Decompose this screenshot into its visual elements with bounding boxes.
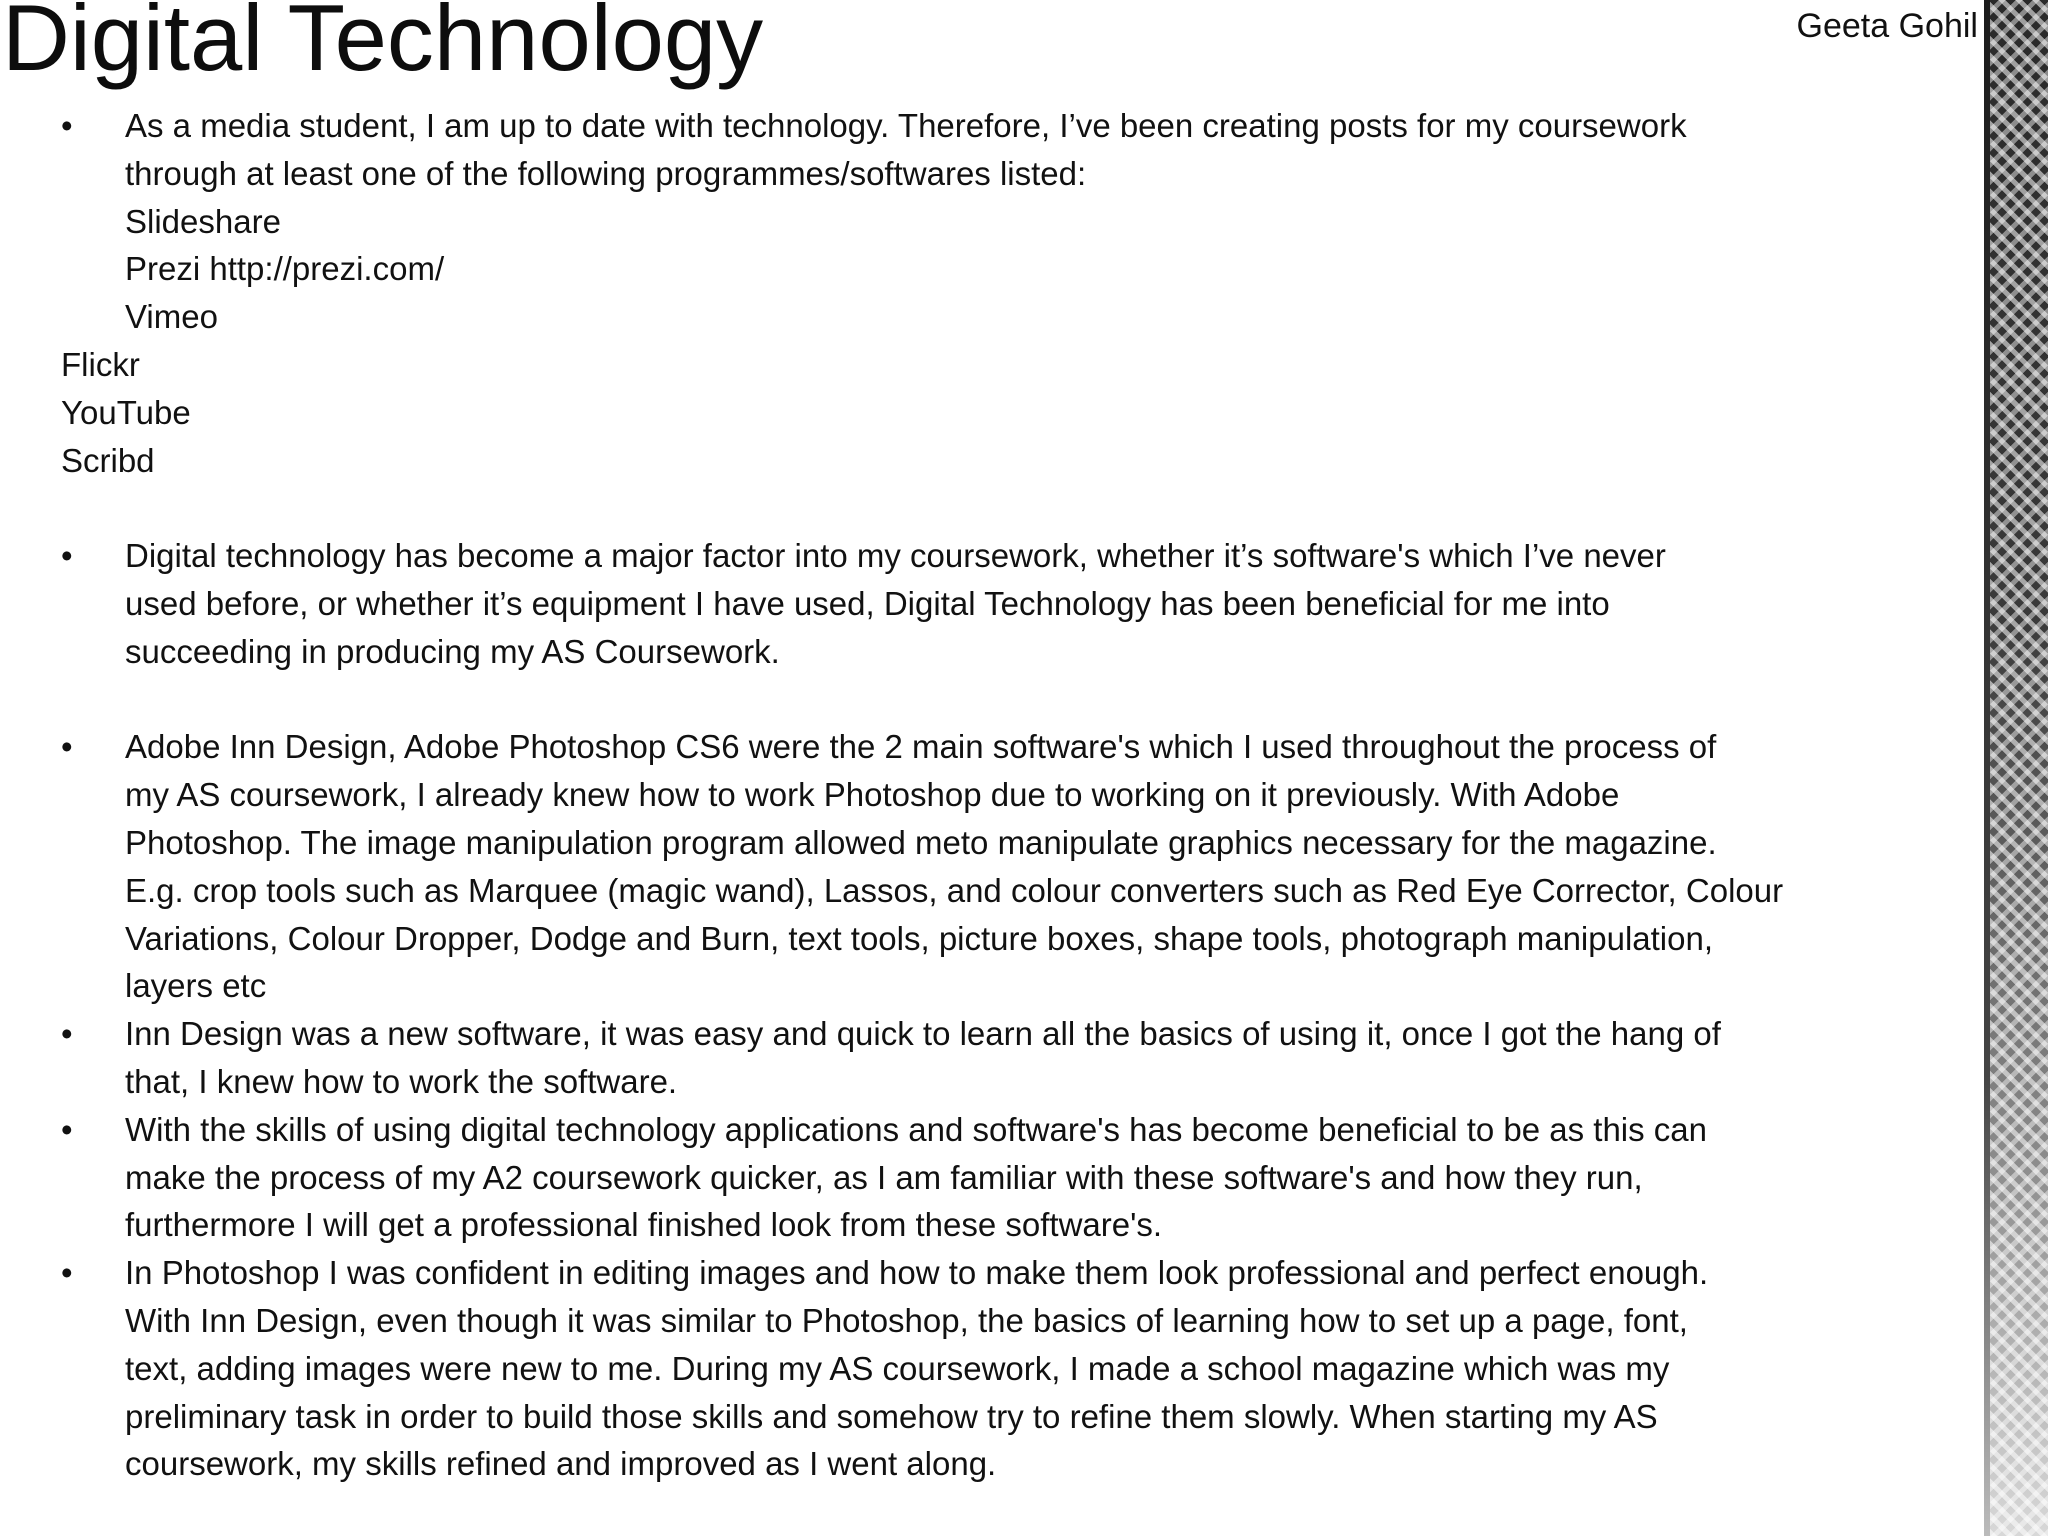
body-text: As a media student, I am up to date with technology. Therefore, I’ve been creating posts for my coursework xyxy=(125,107,1687,144)
body-text: Photoshop. The image manipulation program allowed meto manipulate graphics necessary for the magazine. xyxy=(125,823,1717,861)
slide-title: Digital Technology xyxy=(2,0,764,90)
bullet-line xyxy=(0,723,1960,771)
decorative-border-strip xyxy=(1990,0,2048,1536)
bullet-icon: • xyxy=(61,107,73,144)
slide-body xyxy=(0,102,1960,1488)
programme-item: Scribd xyxy=(61,441,155,479)
spacer xyxy=(0,676,1960,724)
bullet-line xyxy=(0,1010,1960,1058)
body-text: With Inn Design, even though it was similar to Photoshop, the basics of learning how to set up a page, font, xyxy=(125,1301,1688,1339)
body-text: Variations, Colour Dropper, Dodge and Burn, text tools, picture boxes, shape tools, photograph manipulation, xyxy=(125,919,1714,957)
body-text: used before, or whether it’s equipment I have used, Digital Technology has been beneficial for me into xyxy=(125,584,1610,622)
body-text: layers etc xyxy=(125,967,267,1005)
body-text: coursework, my skills refined and improved as I went along. xyxy=(125,1445,997,1483)
body-text: Adobe Inn Design, Adobe Photoshop CS6 were the 2 main software's which I used throughout the process of xyxy=(125,728,1717,766)
bullet-line xyxy=(0,1249,1960,1297)
body-text: Inn Design was a new software, it was easy and quick to learn all the basics of using it, once I got the hang of xyxy=(125,1015,1721,1053)
programme-item: Flickr xyxy=(61,345,140,383)
programme-item: Slideshare xyxy=(125,202,281,240)
programme-item: YouTube xyxy=(61,393,191,431)
bullet-icon: • xyxy=(61,728,73,766)
bullet-line xyxy=(0,532,1960,580)
programme-item: Prezi http://prezi.com/ xyxy=(125,250,445,288)
author-name: Geeta Gohil xyxy=(1796,7,1978,45)
bullet-icon: • xyxy=(61,1254,73,1292)
body-text: In Photoshop I was confident in editing images and how to make them look professional and perfect enough. xyxy=(125,1254,1709,1292)
body-text: succeeding in producing my AS Coursework. xyxy=(125,632,780,670)
bullet-icon: • xyxy=(61,537,73,575)
body-text: Digital technology has become a major factor into my coursework, whether it’s software's which I’ve never xyxy=(125,537,1666,575)
body-text: furthermore I will get a professional finished look from these software's. xyxy=(125,1206,1163,1244)
body-text: my AS coursework, I already knew how to work Photoshop due to working on it previously. With Adobe xyxy=(125,776,1620,814)
body-text: text, adding images were new to me. During my AS coursework, I made a school magazine which was my xyxy=(125,1349,1670,1387)
programme-item: Vimeo xyxy=(125,298,218,336)
body-text: through at least one of the following programmes/softwares listed: xyxy=(125,154,1087,192)
spacer xyxy=(0,484,1960,532)
body-text: E.g. crop tools such as Marquee (magic wand), Lassos, and colour converters such as Red Eye Corrector, Colour xyxy=(125,871,1784,909)
body-text: that, I knew how to work the software. xyxy=(125,1062,678,1100)
bullet-line xyxy=(0,1106,1960,1154)
bullet-icon: • xyxy=(61,1015,73,1053)
body-text: make the process of my A2 coursework quicker, as I am familiar with these software's and how they run, xyxy=(125,1158,1643,1196)
body-text: With the skills of using digital technology applications and software's has become beneficial to be as this can xyxy=(125,1110,1708,1148)
bullet-line xyxy=(0,102,1960,150)
body-text: preliminary task in order to build those skills and somehow try to refine them slowly. When starting my AS xyxy=(125,1397,1658,1435)
bullet-icon: • xyxy=(61,1110,73,1148)
